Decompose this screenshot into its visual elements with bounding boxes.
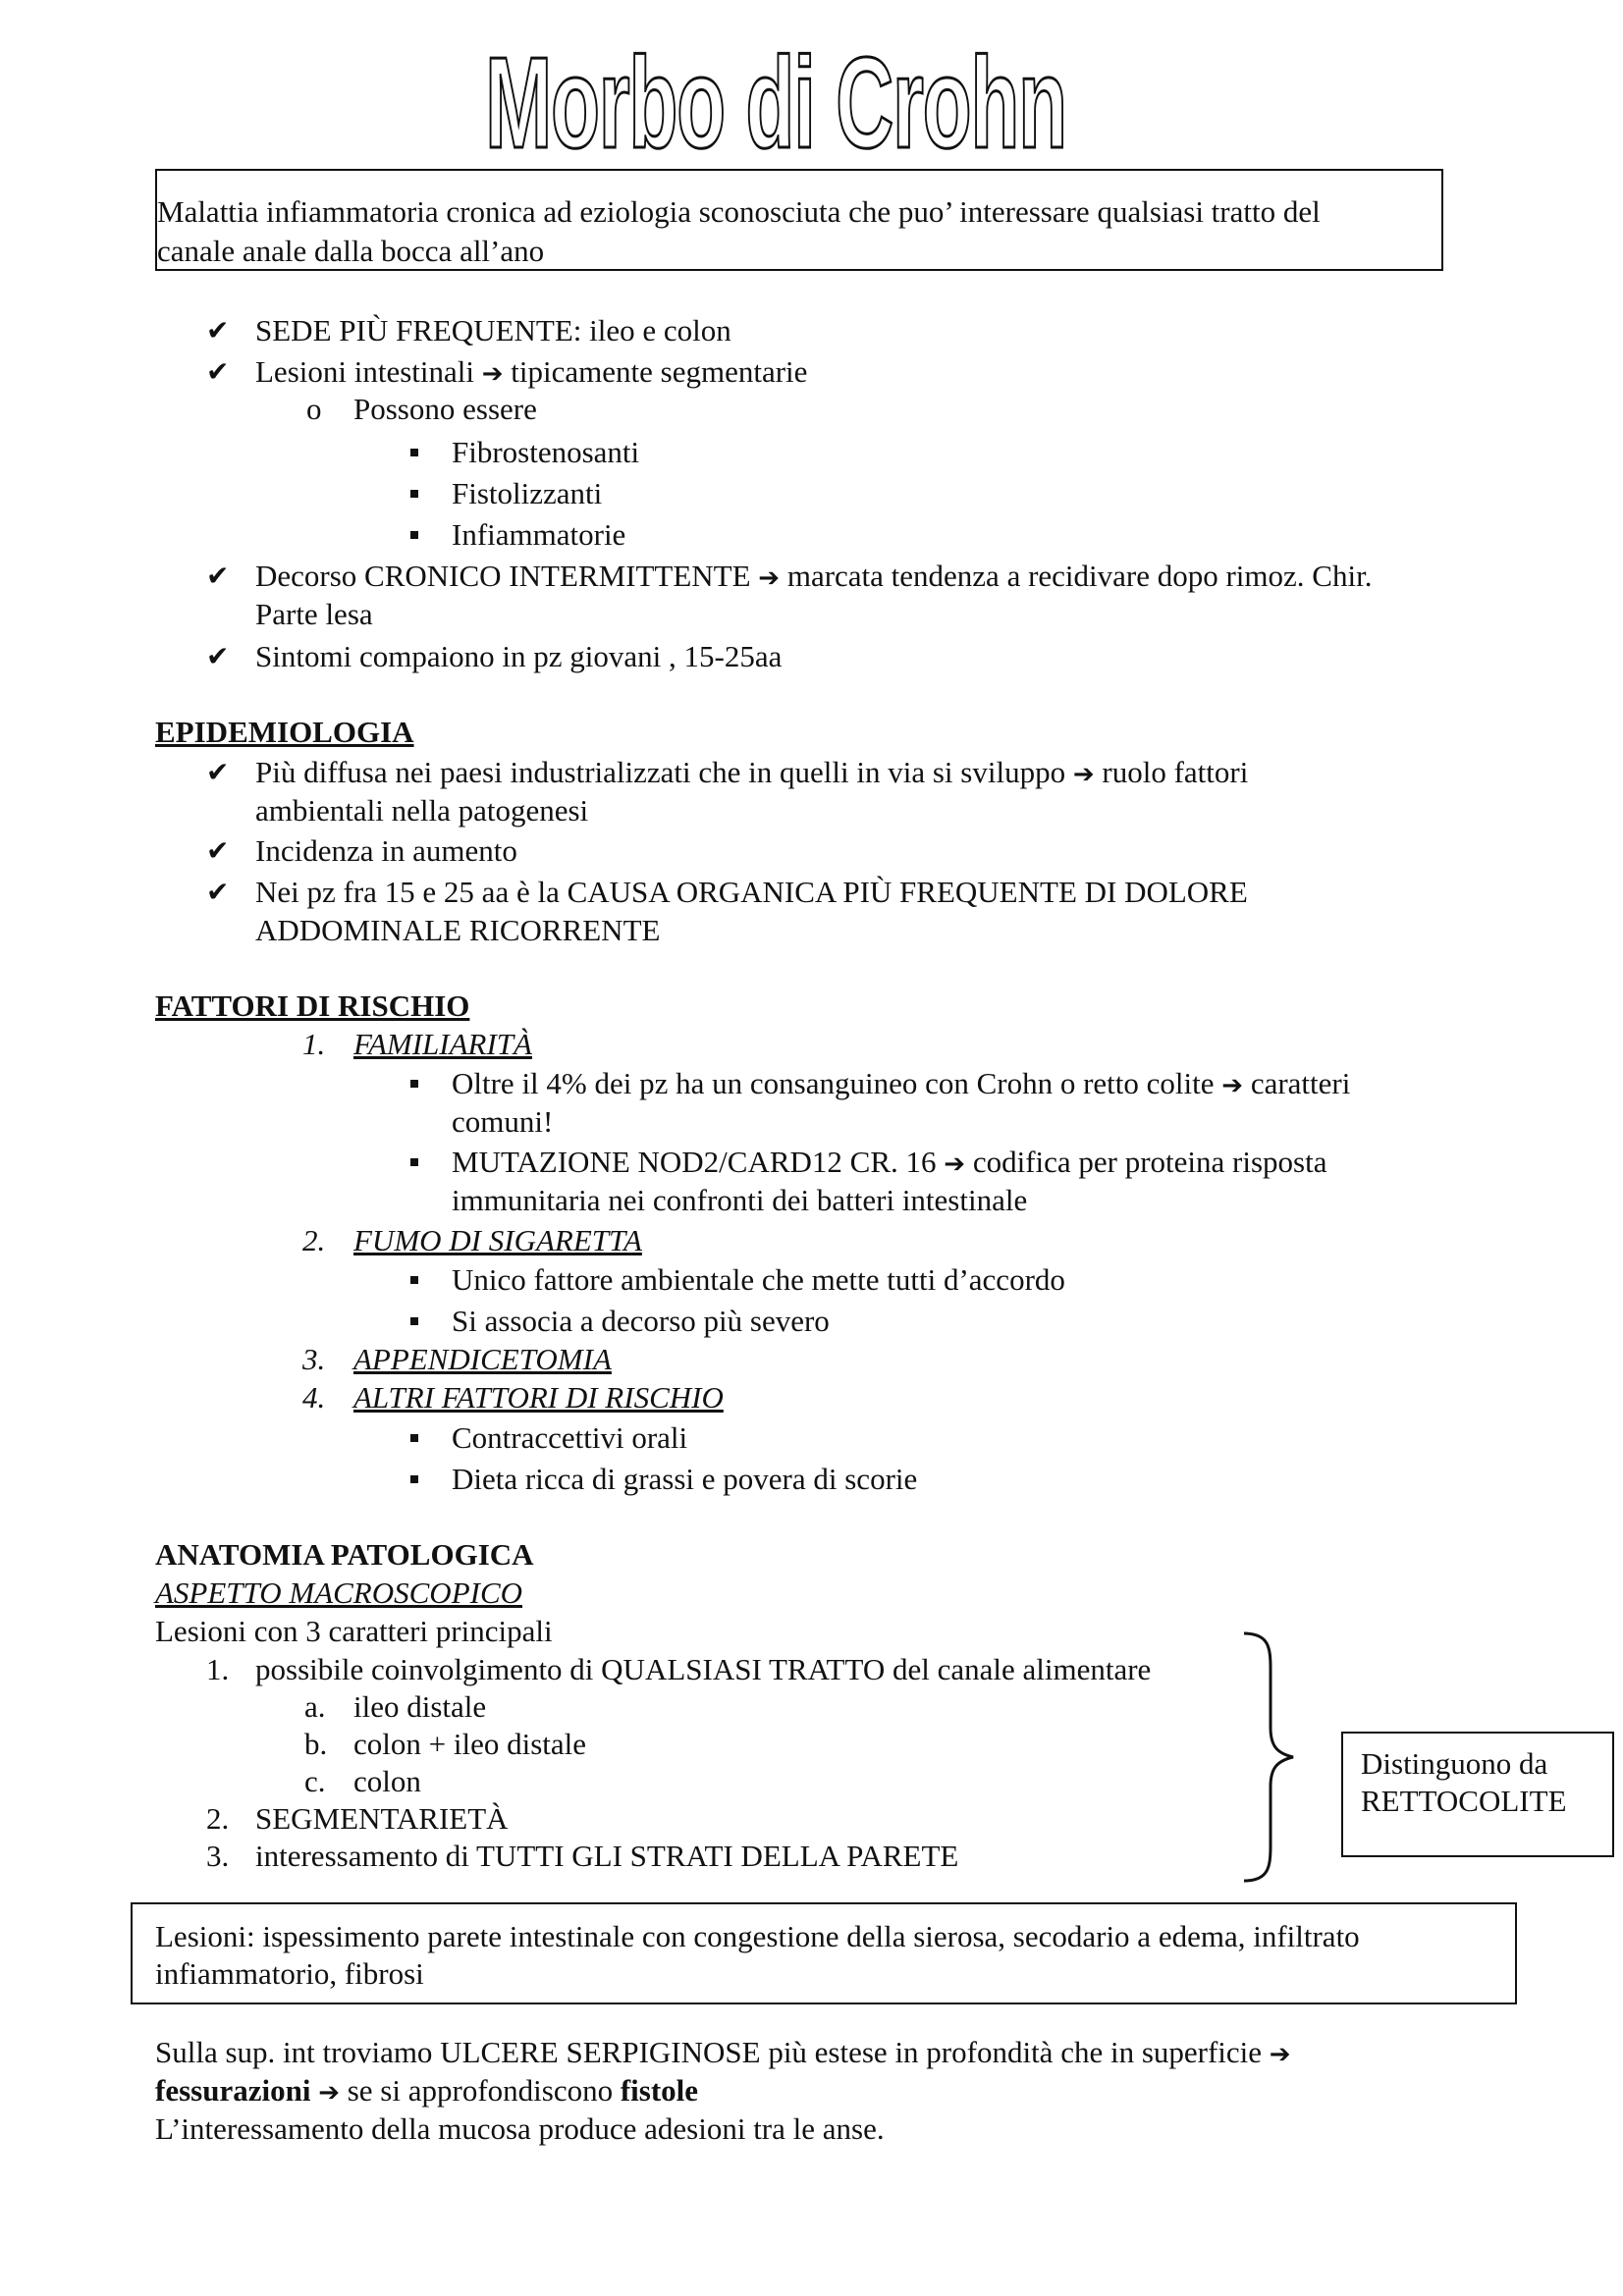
side-note-line-2: RETTOCOLITE bbox=[1361, 1784, 1567, 1818]
epidemiologia-heading: EPIDEMIOLOGIA bbox=[155, 715, 414, 749]
page-title: Morbo di Crohn bbox=[485, 30, 1066, 175]
paragraph-ulcere-line-1 bbox=[155, 2034, 1291, 2073]
square-bullet-icon bbox=[410, 1434, 418, 1442]
arrow-icon: ➔ bbox=[758, 563, 781, 593]
fattori-f4-title: ALTRI FATTORI DI RISCHIO bbox=[353, 1380, 724, 1415]
paragraph-ulcere-d: fistole bbox=[620, 2073, 699, 2108]
fattori-f1-b bbox=[452, 1144, 1327, 1183]
intro-sub-item-2: Fistolizzanti bbox=[452, 476, 603, 510]
paragraph-mucosa: L’interessamento della mucosa produce adesioni tra le anse. bbox=[155, 2111, 885, 2146]
paragraph-ulcere-line-2 bbox=[155, 2072, 698, 2111]
check-icon: ✔ bbox=[206, 560, 230, 592]
check-icon: ✔ bbox=[206, 640, 230, 672]
lesioni-box-line-2: infiammatorio, fibrosi bbox=[155, 1956, 424, 1991]
paragraph-ulcere-b: fessurazioni bbox=[155, 2073, 311, 2108]
anatomia-letter-c: c. bbox=[304, 1764, 326, 1798]
fattori-f3-title: APPENDICETOMIA bbox=[353, 1342, 612, 1376]
intro-item-2-sub: Possono essere bbox=[353, 392, 537, 426]
fattori-f1-a1: Oltre il 4% dei pz ha un consanguineo con Crohn o retto colite bbox=[452, 1066, 1215, 1100]
check-icon: ✔ bbox=[206, 876, 230, 908]
arrow-icon: ➔ bbox=[1269, 2040, 1291, 2069]
anatomia-item-2: SEGMENTARIETÀ bbox=[255, 1801, 509, 1836]
fattori-number-4: 4. bbox=[302, 1380, 326, 1415]
intro-item-3-a: Decorso CRONICO INTERMITTENTE bbox=[255, 559, 751, 593]
anatomia-number-1: 1. bbox=[206, 1652, 230, 1686]
fattori-f1-b3: immunitaria nei confronti dei batteri intestinale bbox=[452, 1183, 1028, 1217]
anatomia-sub-a: ileo distale bbox=[353, 1689, 487, 1724]
anatomia-sub-c: colon bbox=[353, 1764, 421, 1798]
anatomia-intro: Lesioni con 3 caratteri principali bbox=[155, 1614, 553, 1648]
anatomia-item-1: possibile coinvolgimento di QUALSIASI TRATTO del canale alimentare bbox=[255, 1652, 1152, 1686]
fattori-f1-a3: comuni! bbox=[452, 1104, 554, 1139]
arrow-icon: ➔ bbox=[944, 1149, 966, 1179]
lesioni-box-line-1: Lesioni: ispessimento parete intestinale con congestione della sierosa, secodario a edema, infiltrato bbox=[155, 1919, 1360, 1953]
intro-item-1: SEDE PIÙ FREQUENTE: ileo e colon bbox=[255, 313, 731, 347]
check-icon: ✔ bbox=[206, 355, 230, 388]
anatomia-number-2: 2. bbox=[206, 1801, 230, 1836]
check-icon: ✔ bbox=[206, 756, 230, 788]
square-bullet-icon bbox=[410, 1475, 418, 1483]
check-icon: ✔ bbox=[206, 314, 230, 347]
square-bullet-icon bbox=[410, 1317, 418, 1325]
fattori-f1-b2: codifica per proteina risposta bbox=[972, 1145, 1327, 1179]
square-bullet-icon bbox=[410, 531, 418, 539]
definition-line-1: Malattia infiammatoria cronica ad eziologia sconosciuta che puo’ interessare qualsiasi tratto del bbox=[157, 194, 1321, 229]
intro-item-2-b: tipicamente segmentarie bbox=[511, 354, 808, 389]
anatomia-letter-a: a. bbox=[304, 1689, 326, 1724]
fattori-f4-a: Contraccettivi orali bbox=[452, 1420, 688, 1455]
arrow-icon: ➔ bbox=[1221, 1071, 1244, 1100]
square-bullet-icon bbox=[410, 449, 418, 456]
anatomia-subheading: ASPETTO MACROSCOPICO bbox=[155, 1575, 523, 1610]
intro-item-3 bbox=[255, 558, 1372, 597]
intro-item-4: Sintomi compaiono in pz giovani , 15-25aa bbox=[255, 639, 783, 673]
epidemiologia-item-1 bbox=[255, 754, 1248, 793]
arrow-icon: ➔ bbox=[318, 2078, 340, 2108]
definition-line-2: canale anale dalla bocca all’ano bbox=[157, 234, 545, 268]
intro-sub-item-3: Infiammatorie bbox=[452, 517, 626, 552]
intro-sub-item-1: Fibrostenosanti bbox=[452, 435, 640, 469]
intro-item-2 bbox=[255, 353, 807, 393]
epidemiologia-item-1-c: ambientali nella patogenesi bbox=[255, 793, 589, 828]
fattori-f2-b: Si associa a decorso più severo bbox=[452, 1304, 830, 1338]
anatomia-sub-b: colon + ileo distale bbox=[353, 1727, 587, 1761]
square-bullet-icon bbox=[410, 1276, 418, 1284]
anatomia-letter-b: b. bbox=[304, 1727, 328, 1761]
fattori-f1-a bbox=[452, 1065, 1350, 1104]
fattori-f4-b: Dieta ricca di grassi e povera di scorie bbox=[452, 1462, 918, 1496]
anatomia-heading: ANATOMIA PATOLOGICA bbox=[155, 1537, 534, 1572]
square-bullet-icon bbox=[410, 1080, 418, 1088]
fattori-heading: FATTORI DI RISCHIO bbox=[155, 988, 470, 1023]
fattori-number-1: 1. bbox=[302, 1027, 326, 1061]
intro-item-2-a: Lesioni intestinali bbox=[255, 354, 474, 389]
epidemiologia-item-3-b: ADDOMINALE RICORRENTE bbox=[255, 913, 661, 947]
check-icon: ✔ bbox=[206, 834, 230, 867]
epidemiologia-item-2: Incidenza in aumento bbox=[255, 833, 517, 868]
arrow-icon: ➔ bbox=[1072, 760, 1095, 789]
anatomia-item-3: interessamento di TUTTI GLI STRATI DELLA PARETE bbox=[255, 1839, 959, 1873]
epidemiologia-item-1-a: Più diffusa nei paesi industrializzati che in quelli in via si sviluppo bbox=[255, 755, 1066, 789]
fattori-number-3: 3. bbox=[302, 1342, 326, 1376]
side-note-line-1: Distinguono da bbox=[1361, 1746, 1548, 1781]
fattori-f2-title: FUMO DI SIGARETTA bbox=[353, 1223, 642, 1257]
epidemiologia-item-1-b: ruolo fattori bbox=[1102, 755, 1249, 789]
fattori-f1-b1: MUTAZIONE NOD2/CARD12 CR. 16 bbox=[452, 1145, 937, 1179]
anatomia-number-3: 3. bbox=[206, 1839, 230, 1873]
curly-brace-icon bbox=[1239, 1629, 1298, 1885]
paragraph-ulcere-c: se si approfondiscono bbox=[347, 2073, 614, 2108]
square-bullet-icon bbox=[410, 1158, 418, 1166]
square-bullet-icon bbox=[410, 490, 418, 498]
fattori-number-2: 2. bbox=[302, 1223, 326, 1257]
fattori-f2-a: Unico fattore ambientale che mette tutti d’accordo bbox=[452, 1262, 1065, 1297]
paragraph-ulcere-a: Sulla sup. int troviamo ULCERE SERPIGINOSE più estese in profondità che in superficie bbox=[155, 2035, 1263, 2069]
intro-item-3-c: Parte lesa bbox=[255, 597, 373, 631]
fattori-f1-title: FAMILIARITÀ bbox=[353, 1027, 532, 1061]
fattori-f1-a2: caratteri bbox=[1250, 1066, 1351, 1100]
arrow-icon: ➔ bbox=[481, 359, 504, 389]
circle-bullet-icon: o bbox=[306, 392, 322, 426]
epidemiologia-item-3-a: Nei pz fra 15 e 25 aa è la CAUSA ORGANICA PIÙ FREQUENTE DI DOLORE bbox=[255, 875, 1248, 909]
intro-item-3-b: marcata tendenza a recidivare dopo rimoz. Chir. bbox=[786, 559, 1373, 593]
